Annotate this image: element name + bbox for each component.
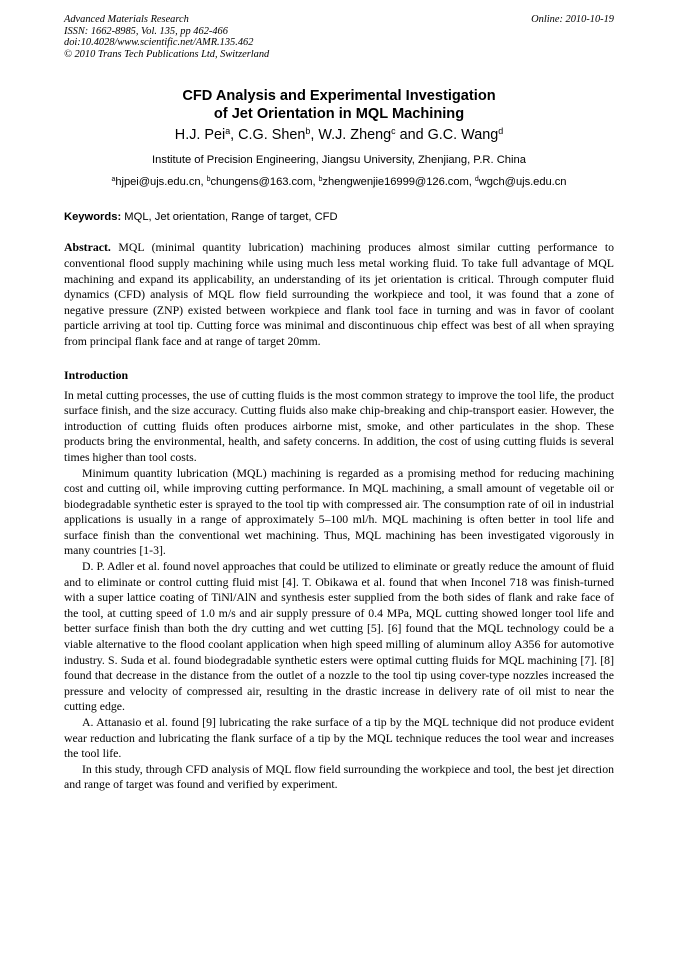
author-list: [64, 126, 614, 144]
journal-header: [64, 14, 614, 60]
author-name: G.C. Wang: [427, 127, 499, 144]
online-date: Online: 2010-10-19: [531, 14, 614, 25]
author-separator: ,: [230, 127, 239, 144]
author: [428, 127, 504, 143]
paper-page: [64, 14, 614, 793]
email-entry: [112, 176, 207, 188]
email-mark: b: [318, 176, 323, 184]
body-paragraph: In metal cutting processes, the use of cutting fluids is the most common strategy to improve the tool life, the product surface finish, and the size accuracy. Cutting fluids also make chip-breaking and chip-transport easier. However, the introduction of cutting fluids often produces airborne mist, smoke, and other particulates in the shop. These products bring the environmental, health, and safety concerns. In addition, the cost of using cutting fluids is several times higher than tool costs.: [64, 387, 614, 464]
email-mark: b: [206, 176, 211, 184]
email-mark: a: [111, 176, 116, 184]
email-address[interactable]: zhengwenjie16999@126.com: [322, 176, 469, 189]
journal-name: Advanced Materials Research: [64, 14, 189, 25]
affiliation: Institute of Precision Engineering, Jiangsu University, Zhenjiang, P.R. China: [152, 154, 526, 167]
email-address[interactable]: hjpei@ujs.edu.cn: [115, 176, 201, 189]
title-line-1: CFD Analysis and Experimental Investigation: [182, 88, 496, 105]
email-list: [64, 175, 614, 189]
abstract-label: Abstract.: [64, 240, 111, 255]
copyright-line: © 2010 Trans Tech Publications Ltd, Switzerland: [64, 48, 270, 60]
author-name: C.G. Shen: [238, 127, 306, 144]
title-line-2: of Jet Orientation in MQL Machining: [213, 106, 465, 123]
email-mark: d: [474, 176, 479, 184]
email-entry: [207, 176, 319, 188]
body-paragraph: Minimum quantity lubrication (MQL) machining is regarded as a promising method for reducing machining cost and cutting oil, while improving cutting performance. In MQL machining, a small amount of vegetable oil or biodegradable synthetic ester is sprayed to the tool tip with compressed air. The consumption rate of oil in industrial applications is usually in a range of approximately 5–100 ml/h. MQL machining is often better in tool life and surface finish than the conventional wet machining. Thus, MQL machining has been investigated vigorously in many countries [1-3].: [64, 465, 614, 558]
author: [238, 127, 318, 143]
section-heading: Introduction: [64, 367, 129, 382]
paper-title: [64, 87, 614, 123]
email-separator: ,: [468, 176, 475, 189]
author-mark: a: [225, 126, 231, 137]
doi-line: doi:10.4028/www.scientific.net/AMR.135.462: [64, 37, 254, 49]
author: [175, 127, 238, 143]
author-name: H.J. Pei: [174, 127, 226, 144]
email-address[interactable]: chungens@163.com: [210, 176, 313, 189]
author: [318, 127, 427, 143]
email-separator: ,: [200, 176, 207, 189]
keywords-label: Keywords:: [64, 211, 122, 224]
author-separator: ,: [310, 127, 319, 144]
author-mark: b: [305, 126, 311, 137]
email-address[interactable]: wgch@ujs.edu.cn: [478, 176, 567, 189]
author-mark: c: [391, 126, 396, 137]
email-entry: [319, 176, 475, 188]
body-paragraph: A. Attanasio et al. found [9] lubricating the rake surface of a tip by the MQL technique did not produce evident wear reduction and lubricating the flank surface of a tip by the MQL technique reduces the tool wear and increases the tool life.: [64, 715, 614, 761]
issn-line: ISSN: 1662-8985, Vol. 135, pp 462-466: [64, 25, 228, 37]
abstract: [64, 240, 614, 349]
body-paragraph: D. P. Adler et al. found novel approaches that could be utilized to eliminate or greatly reduce the amount of fluid and to eliminate or control cutting fluid mist [4]. T. Obikawa et al. found that when Inconel 718 was finish-turned with a super lattice coating of TiNl/AlN and synthesis ester supplied from the both sides of flank and rake face of the tool, at cutting speed of 1.0 m/s and air supply pressure of 0.4 MPa, MQL cutting showed longer tool life and better surface finish than both the dry cutting and wet cutting [5]. [6] found that the MQL technology could be a viable alternative to the flood coolant application when high speed milling of aluminum alloy A356 for automotive industry. S. Suda et al. found biodegradable synthetic esters were optimal cutting fluids for MQL machining [7]. [8] found that decrease in the distance from the outlet of a nozzle to the tool tip using cover-type nozzles increased the pressure and velocity of compressed air, resulting in the drastic increase in delivery rate of oil mist to near the cutting edge.: [64, 559, 614, 714]
keywords-text: MQL, Jet orientation, Range of target, CFD: [121, 211, 338, 224]
author-name: W.J. Zheng: [318, 127, 392, 144]
body-paragraph: In this study, through CFD analysis of MQL flow field surrounding the workpiece and tool, the best jet direction and range of target was found and verified by experiment.: [64, 761, 614, 792]
email-entry: [475, 176, 567, 188]
keywords: [64, 210, 614, 224]
email-separator: ,: [312, 176, 319, 189]
author-mark: d: [498, 126, 504, 137]
abstract-text: MQL (minimal quantity lubrication) machining produces almost similar cutting performance to conventional flood supply machining while using much less metal working fluid. To take full advantage of MQL machining and expand its applicability, an understanding of its jet orientation is critical. Through computer fluid dynamics (CFD) analysis of MQL flow field surrounding the workpiece and tool, it was found that a zone of negative pressure (ZNP) existed between workpiece and flank tool face in turning and was in favor of coolant particle arriving at tool tip. Cutting force was minimal and discontinuous chip effect was best of all when spraying from principal flank face and at range of target 20mm.: [64, 240, 614, 348]
author-separator: and: [395, 127, 428, 144]
